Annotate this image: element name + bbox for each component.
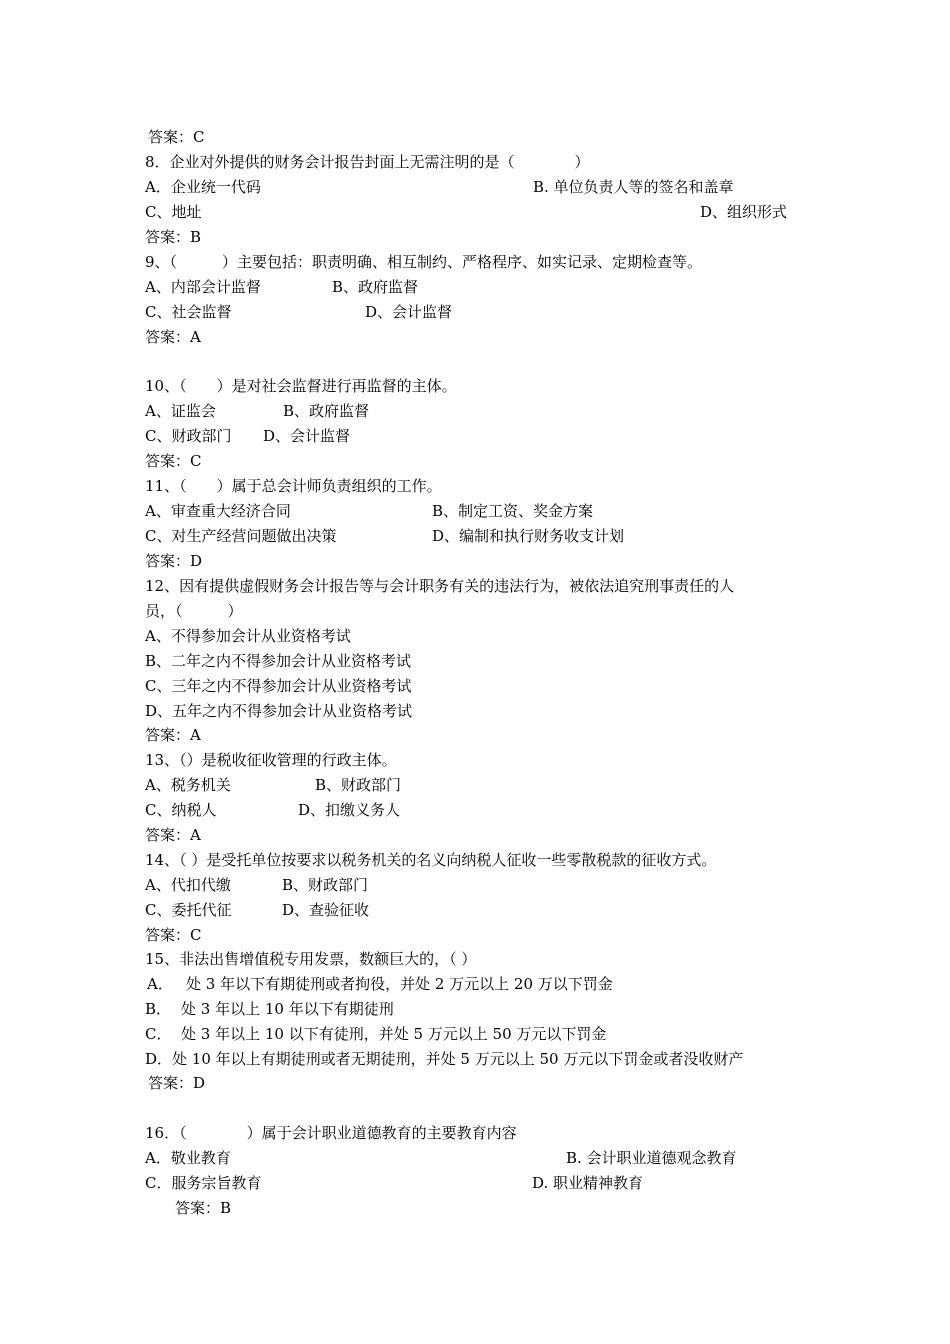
q12-option-c: C、三年之内不得参加会计从业资格考试 [145, 677, 412, 695]
q16-option-c: C．服务宗旨教育 [145, 1174, 262, 1192]
q14-option-a: A、代扣代缴 [145, 876, 231, 894]
q14-option-c: C、委托代征 [145, 901, 232, 919]
answer-q10: 答案：C [145, 452, 202, 470]
q10-option-a: A、证监会 [145, 402, 216, 420]
answer-q13: 答案：A [145, 826, 201, 844]
question-12-stem: 12、因有提供虚假财务会计报告等与会计职务有关的违法行为，被依法追究刑事责任的人 [145, 577, 735, 595]
q9-option-b: B、政府监督 [332, 278, 419, 296]
q8-option-d: D、组织形式 [700, 203, 788, 221]
question-16-stem: 16．（ ）属于会计职业道德教育的主要教育内容 [145, 1124, 517, 1142]
q8-option-a: A．企业统一代码 [145, 178, 261, 196]
answer-q16: 答案：B [175, 1199, 232, 1217]
question-11-stem: 11、（ ）属于总会计师负责组织的工作。 [145, 477, 442, 495]
question-10-stem: 10、（ ）是对社会监督进行再监督的主体。 [145, 377, 457, 395]
q15-option-b-label: B． [145, 1000, 172, 1018]
q12-option-b: B、二年之内不得参加会计从业资格考试 [145, 652, 412, 670]
q16-option-a: A．敬业教育 [145, 1149, 231, 1167]
q14-option-d: D、查验征收 [282, 901, 370, 919]
q13-option-c: C、纳税人 [145, 801, 217, 819]
question-13-stem: 13、（）是税收征收管理的行政主体。 [145, 751, 397, 769]
answer-q12: 答案：A [145, 726, 201, 744]
answer-q7: 答案：C [148, 128, 205, 146]
q11-option-c: C、对生产经营问题做出决策 [145, 527, 337, 545]
answer-q15: 答案：D [148, 1074, 206, 1092]
q12-option-d: D、五年之内不得参加会计从业资格考试 [145, 702, 413, 720]
q16-option-b: B. 会计职业道德观念教育 [566, 1149, 737, 1167]
q11-option-b: B、制定工资、奖金方案 [432, 502, 594, 520]
q11-option-a: A、审查重大经济合同 [145, 502, 291, 520]
question-12-stem-cont: 员，（ ） [145, 602, 243, 620]
q14-option-b: B、财政部门 [282, 876, 369, 894]
answer-q11: 答案：D [145, 552, 203, 570]
answer-q14: 答案：C [145, 926, 202, 944]
q11-option-d: D、编制和执行财务收支计划 [432, 527, 625, 545]
q9-option-c: C、社会监督 [145, 303, 232, 321]
q8-option-c: C、地址 [145, 203, 202, 221]
q13-option-a: A、税务机关 [145, 776, 231, 794]
q9-option-a: A、内部会计监督 [145, 278, 261, 296]
q13-option-d: D、扣缴义务人 [298, 801, 401, 819]
q15-option-c-label: C． [145, 1025, 172, 1043]
q13-option-b: B、财政部门 [315, 776, 402, 794]
q16-option-d: D. 职业精神教育 [532, 1174, 644, 1192]
q15-option-c: 处 3 年以上 10 以下有徒刑，并处 5 万元以上 50 万元以下罚金 [181, 1025, 607, 1043]
question-9-stem: 9、（ ）主要包括：职责明确、相互制约、严格程序、如实记录、定期检查等。 [145, 253, 703, 271]
q10-option-c: C、财政部门 [145, 427, 232, 445]
q15-option-b: 处 3 年以上 10 年以下有期徒刑 [181, 1000, 394, 1018]
q10-option-b: B、政府监督 [283, 402, 370, 420]
q15-option-d: D．处 10 年以上有期徒刑或者无期徒刑，并处 5 万元以上 50 万元以下罚金或者没收财产 [145, 1050, 744, 1068]
answer-q8: 答案：B [145, 228, 202, 246]
q15-option-a: 处 3 年以下有期徒刑或者拘役，并处 2 万元以上 20 万以下罚金 [186, 975, 613, 993]
q15-option-a-label: A． [147, 975, 173, 993]
q10-option-d: D、会计监督 [263, 427, 351, 445]
q12-option-a: A、不得参加会计从业资格考试 [145, 627, 351, 645]
answer-q9: 答案：A [145, 328, 201, 346]
question-14-stem: 14、（ ）是受托单位按要求以税务机关的名义向纳税人征收一些零散税款的征收方式。 [145, 851, 717, 869]
q9-option-d: D、会计监督 [365, 303, 453, 321]
question-15-stem: 15、非法出售增值税专用发票，数额巨大的，（ ） [145, 950, 477, 968]
q8-option-b: B. 单位负责人等的签名和盖章 [533, 178, 734, 196]
question-8-stem: 8．企业对外提供的财务会计报告封面上无需注明的是（ ） [145, 153, 590, 171]
